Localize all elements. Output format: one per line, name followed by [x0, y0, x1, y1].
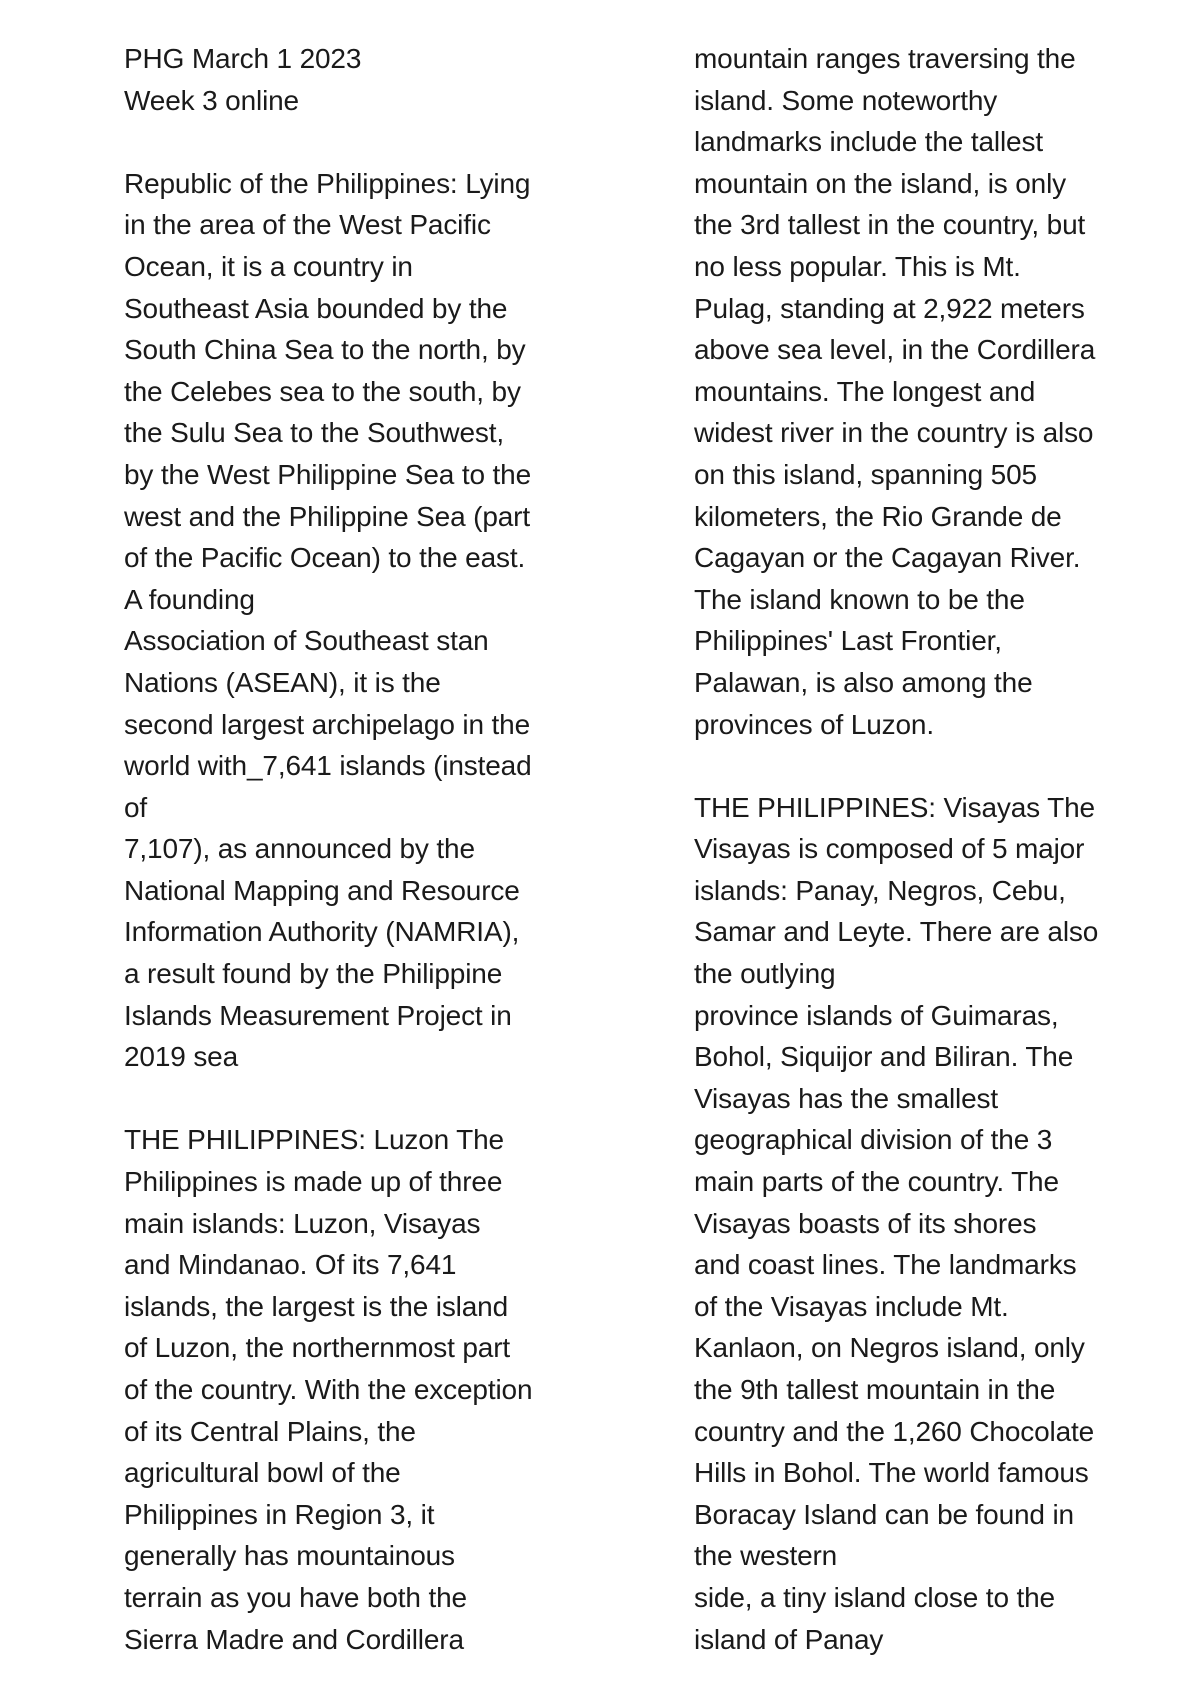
- header-week: Week 3 online: [124, 84, 299, 116]
- text-line: provinces of Luzon.: [694, 708, 934, 740]
- text-line: Pulag, standing at 2,922 meters: [694, 292, 1085, 324]
- text-line: Republic of the Philippines: Lying: [124, 167, 531, 199]
- header-date: PHG March 1 2023: [124, 43, 362, 74]
- text-line: the western: [694, 1540, 838, 1572]
- text-line: agricultural bowl of the: [124, 1457, 401, 1489]
- text-line: and Mindanao. Of its 7,641: [124, 1249, 457, 1281]
- text-line: islands, the largest is the island: [124, 1290, 509, 1322]
- text-line: Visayas is composed of 5 major: [694, 833, 1085, 865]
- text-line: of the Visayas include Mt.: [694, 1290, 1009, 1322]
- text-line: main islands: Luzon, Visayas: [124, 1207, 481, 1239]
- text-line: of the country. With the exception: [124, 1374, 533, 1405]
- text-line: A founding: [124, 583, 255, 615]
- text-line: of Luzon, the northernmost part: [124, 1332, 511, 1364]
- text-line: west and the Philippine Sea (part: [124, 500, 530, 532]
- text-line: Information Authority (NAMRIA),: [124, 916, 520, 948]
- text-line: on this island, spanning 505: [694, 458, 1037, 490]
- luzon-paragraph: [124, 1119, 624, 1660]
- text-line: world with_7,641 islands (instead: [124, 750, 532, 782]
- text-line: second largest archipelago in the: [124, 708, 530, 740]
- text-line: island of Panay: [694, 1623, 884, 1655]
- text-line: THE PHILIPPINES: Luzon The: [124, 1124, 504, 1156]
- text-line: landmarks include the tallest: [694, 126, 1043, 158]
- text-line: geographical division of the 3: [694, 1124, 1053, 1156]
- text-line: a result found by the Philippine: [124, 958, 503, 990]
- text-line: of its Central Plains, the: [124, 1415, 416, 1447]
- text-line: the outlying: [694, 958, 836, 990]
- text-line: Ocean, it is a country in: [124, 250, 413, 282]
- text-line: THE PHILIPPINES: Visayas The: [694, 791, 1095, 823]
- text-line: Philippines' Last Frontier,: [694, 625, 1002, 657]
- left-column: [124, 38, 624, 1660]
- text-line: Visayas has the smallest: [694, 1082, 999, 1114]
- text-line: main parts of the country. The: [694, 1166, 1059, 1198]
- text-line: Bohol, Siquijor and Biliran. The: [694, 1041, 1074, 1073]
- text-line: Philippines in Region 3, it: [124, 1498, 435, 1530]
- luzon-continued-paragraph: [694, 38, 1194, 745]
- text-line: 7,107), as announced by the: [124, 833, 475, 865]
- paragraph-gap: [694, 745, 1194, 787]
- text-line: of: [124, 791, 148, 823]
- text-line: by the West Philippine Sea to the: [124, 458, 532, 490]
- visayas-paragraph: [694, 787, 1194, 1660]
- text-line: South China Sea to the north, by: [124, 334, 526, 366]
- text-line: The island known to be the: [694, 583, 1025, 615]
- text-line: Nations (ASEAN), it is the: [124, 666, 441, 698]
- text-line: the Celebes sea to the south, by: [124, 375, 521, 407]
- text-line: the 3rd tallest in the country, but: [694, 209, 1086, 241]
- text-line: above sea level, in the Cordillera: [694, 334, 1096, 366]
- text-line: widest river in the country is also: [694, 417, 1094, 449]
- text-line: country and the 1,260 Chocolate: [694, 1415, 1095, 1447]
- text-line: Association of Southeast stan: [124, 625, 489, 657]
- text-line: of the Pacific Ocean) to the east.: [124, 542, 526, 574]
- text-line: Samar and Leyte. There are also: [694, 916, 1099, 948]
- right-column: [694, 38, 1194, 1660]
- header-block: [124, 38, 624, 121]
- text-line: islands: Panay, Negros, Cebu,: [694, 874, 1066, 906]
- text-line: terrain as you have both the: [124, 1581, 467, 1613]
- text-line: in the area of the West Pacific: [124, 209, 491, 241]
- text-line: Southeast Asia bounded by the: [124, 292, 508, 324]
- text-line: Sierra Madre and Cordillera: [124, 1623, 464, 1655]
- text-line: the 9th tallest mountain in the: [694, 1374, 1056, 1405]
- text-line: no less popular. This is Mt.: [694, 250, 1021, 282]
- text-line: 2019 sea: [124, 1041, 239, 1073]
- text-line: province islands of Guimaras,: [694, 999, 1059, 1031]
- text-line: side, a tiny island close to the: [694, 1581, 1055, 1613]
- text-line: Islands Measurement Project in: [124, 999, 512, 1031]
- text-line: the Sulu Sea to the Southwest,: [124, 417, 504, 449]
- text-line: Hills in Bohol. The world famous: [694, 1457, 1089, 1489]
- text-line: kilometers, the Rio Grande de: [694, 500, 1062, 532]
- paragraph-gap: [124, 121, 624, 163]
- text-line: Visayas boasts of its shores: [694, 1207, 1037, 1239]
- text-line: Cagayan or the Cagayan River.: [694, 542, 1081, 574]
- text-line: Philippines is made up of three: [124, 1166, 503, 1198]
- text-line: mountain ranges traversing the: [694, 43, 1076, 74]
- text-line: island. Some noteworthy: [694, 84, 998, 116]
- text-line: Boracay Island can be found in: [694, 1498, 1074, 1530]
- paragraph-gap: [124, 1078, 624, 1120]
- text-line: and coast lines. The landmarks: [694, 1249, 1077, 1281]
- intro-paragraph: [124, 163, 624, 1078]
- text-line: Palawan, is also among the: [694, 666, 1033, 698]
- text-line: mountain on the island, is only: [694, 167, 1067, 199]
- text-line: National Mapping and Resource: [124, 874, 520, 906]
- text-line: generally has mountainous: [124, 1540, 455, 1572]
- text-line: Kanlaon, on Negros island, only: [694, 1332, 1085, 1364]
- text-line: mountains. The longest and: [694, 375, 1036, 407]
